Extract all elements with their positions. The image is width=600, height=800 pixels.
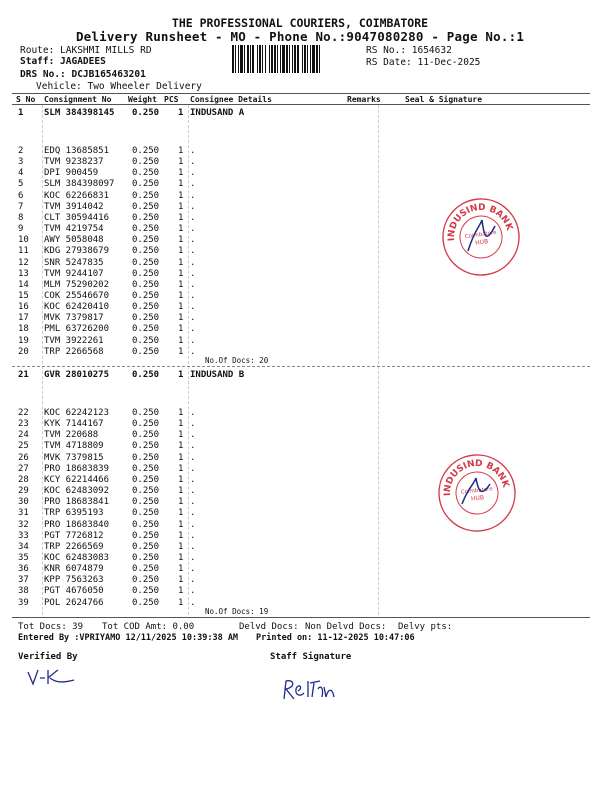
row-weight: 0.250 xyxy=(132,302,160,313)
row-consignee: . xyxy=(190,519,196,530)
row-weight: 0.250 xyxy=(132,279,160,290)
col-consignment: Consignment No xyxy=(44,95,112,104)
row-consignment: KNR 6074879 xyxy=(44,564,104,575)
row-pcs: 1 xyxy=(178,541,184,552)
drs-number: DRS No.: DCJB165463201 xyxy=(20,69,146,80)
row-weight: 0.250 xyxy=(132,474,160,485)
row-consignee: . xyxy=(190,564,196,575)
vehicle-label: Vehicle: Two Wheeler Delivery xyxy=(36,81,202,92)
row-pcs: 1 xyxy=(178,497,184,508)
row-consignment: KOC 62420410 xyxy=(44,302,110,313)
staff-signature xyxy=(280,675,340,705)
row-consignee: . xyxy=(190,290,196,301)
row-consignment: CLT 30594416 xyxy=(44,212,110,223)
route-label: Route: LAKSHMI MILLS RD xyxy=(20,45,152,56)
row-pcs: 1 xyxy=(178,190,184,201)
row-pcs: 1 xyxy=(178,313,184,324)
row-sno: 23 xyxy=(18,419,29,430)
row-sno: 24 xyxy=(18,430,29,441)
row-weight: 0.250 xyxy=(132,313,160,324)
row-consignee: . xyxy=(190,268,196,279)
table-row xyxy=(0,146,600,157)
row-consignment: TVM 9238237 xyxy=(44,157,104,168)
header-top-rule xyxy=(12,93,590,94)
rs-number: RS No.: 1654632 xyxy=(366,45,452,56)
row-consignment: KYK 7144167 xyxy=(44,419,104,430)
row-weight: 0.250 xyxy=(132,201,160,212)
row-sno: 36 xyxy=(18,564,29,575)
table-row xyxy=(0,598,600,609)
row-consignee: . xyxy=(190,452,196,463)
row-consignee: . xyxy=(190,552,196,563)
row-pcs: 1 xyxy=(178,564,184,575)
row-sno: 6 xyxy=(18,190,24,201)
row-pcs: 1 xyxy=(178,235,184,246)
delivered-docs: Delvd Docs: xyxy=(239,622,299,632)
row-pcs: 1 xyxy=(178,179,184,190)
row-consignee: . xyxy=(190,246,196,257)
row-pcs: 1 xyxy=(178,108,184,118)
table-row xyxy=(0,313,600,324)
row-pcs: 1 xyxy=(178,370,184,380)
row-weight: 0.250 xyxy=(132,419,160,430)
row-pcs: 1 xyxy=(178,508,184,519)
row-consignee: . xyxy=(190,419,196,430)
table-row xyxy=(0,336,600,347)
row-consignment: TRP 2266568 xyxy=(44,346,104,357)
row-consignee: . xyxy=(190,224,196,235)
row-consignment: COK 25546670 xyxy=(44,290,110,301)
row-consignment: TVM 3922261 xyxy=(44,335,104,346)
row-sno: 9 xyxy=(18,224,24,235)
row-sno: 34 xyxy=(18,541,29,552)
row-sno: 35 xyxy=(18,552,29,563)
row-consignee: . xyxy=(190,335,196,346)
row-weight: 0.250 xyxy=(132,370,160,380)
row-weight: 0.250 xyxy=(132,335,160,346)
total-docs: Tot Docs: 39 xyxy=(18,622,84,632)
col-sno: S No xyxy=(16,95,36,104)
row-consignee: . xyxy=(190,235,196,246)
row-consignee: . xyxy=(190,430,196,441)
row-sno: 18 xyxy=(18,324,29,335)
delivery-points: Delvy pts: xyxy=(398,622,453,632)
row-sno: 2 xyxy=(18,146,24,156)
row-sno: 29 xyxy=(18,486,29,497)
row-consignment: PRO 18683839 xyxy=(44,463,110,474)
row-weight: 0.250 xyxy=(132,268,160,279)
row-consignee: . xyxy=(190,541,196,552)
row-consignment: KOC 62242123 xyxy=(44,408,110,418)
row-weight: 0.250 xyxy=(132,441,160,452)
row-consignee: . xyxy=(190,157,196,168)
row-pcs: 1 xyxy=(178,212,184,223)
row-consignee: . xyxy=(190,302,196,313)
row-weight: 0.250 xyxy=(132,541,160,552)
row-consignment: PML 63726200 xyxy=(44,324,110,335)
stamp-ring-text: INDUSIND BANK xyxy=(442,458,511,497)
stamp-ring-text: INDUSIND BANK xyxy=(446,202,515,242)
row-sno: 28 xyxy=(18,474,29,485)
staff-label: Staff: JAGADEES xyxy=(20,56,106,67)
row-weight: 0.250 xyxy=(132,190,160,201)
row-pcs: 1 xyxy=(178,441,184,452)
row-consignment: TRP 6395193 xyxy=(44,508,104,519)
row-consignee: . xyxy=(190,408,196,418)
row-consignee: . xyxy=(190,508,196,519)
table-row xyxy=(0,370,600,381)
row-pcs: 1 xyxy=(178,419,184,430)
row-sno: 16 xyxy=(18,302,29,313)
row-pcs: 1 xyxy=(178,430,184,441)
row-weight: 0.250 xyxy=(132,146,160,156)
table-row xyxy=(0,291,600,302)
row-consignment: DPI 900459 xyxy=(44,168,99,179)
row-consignee: . xyxy=(190,201,196,212)
row-sno: 3 xyxy=(18,157,24,168)
table-row xyxy=(0,586,600,597)
row-consignee: . xyxy=(190,597,196,608)
row-consignment: KOC 62266831 xyxy=(44,190,110,201)
row-consignment: PGT 7726812 xyxy=(44,530,104,541)
row-sno: 21 xyxy=(18,370,29,380)
row-consignment: KCY 62214466 xyxy=(44,474,110,485)
col-weight: Weight xyxy=(128,95,157,104)
table-bottom-rule xyxy=(12,617,590,618)
row-pcs: 1 xyxy=(178,463,184,474)
row-consignment: PRO 18683840 xyxy=(44,519,110,530)
row-consignee: . xyxy=(190,212,196,223)
row-consignment: AWY 5058048 xyxy=(44,235,104,246)
bank-stamp xyxy=(440,196,522,278)
row-consignment: POL 2624766 xyxy=(44,597,104,608)
row-pcs: 1 xyxy=(178,335,184,346)
row-sno: 17 xyxy=(18,313,29,324)
table-row xyxy=(0,179,600,190)
row-weight: 0.250 xyxy=(132,452,160,463)
barcode xyxy=(232,45,360,73)
row-consignment: GVR 28010275 xyxy=(44,370,110,380)
row-pcs: 1 xyxy=(178,201,184,212)
row-sno: 33 xyxy=(18,530,29,541)
row-sno: 8 xyxy=(18,212,24,223)
row-consignee: . xyxy=(190,179,196,190)
table-row xyxy=(0,157,600,168)
row-consignee: . xyxy=(190,168,196,179)
col-consignee-details: Consignee Details xyxy=(190,95,272,104)
row-weight: 0.250 xyxy=(132,463,160,474)
row-pcs: 1 xyxy=(178,146,184,156)
row-weight: 0.250 xyxy=(132,324,160,335)
row-pcs: 1 xyxy=(178,452,184,463)
row-sno: 19 xyxy=(18,335,29,346)
verifier-signature xyxy=(26,666,86,690)
table-row xyxy=(0,408,600,419)
row-pcs: 1 xyxy=(178,268,184,279)
row-weight: 0.250 xyxy=(132,508,160,519)
row-consignment: PGT 4676050 xyxy=(44,586,104,597)
row-pcs: 1 xyxy=(178,552,184,563)
table-row xyxy=(0,564,600,575)
row-consignee: . xyxy=(190,586,196,597)
verified-by-label: Verified By xyxy=(18,652,78,662)
row-pcs: 1 xyxy=(178,586,184,597)
row-consignment: MLM 75290202 xyxy=(44,279,110,290)
row-weight: 0.250 xyxy=(132,179,160,190)
row-sno: 32 xyxy=(18,519,29,530)
group2-doc-count: No.Of Docs: 19 xyxy=(205,607,269,616)
row-consignee: . xyxy=(190,257,196,268)
table-row xyxy=(0,419,600,430)
row-consignee: . xyxy=(190,497,196,508)
row-consignment: KPP 7563263 xyxy=(44,575,104,586)
row-consignment: MVK 7379817 xyxy=(44,313,104,324)
row-consignment: PRO 18683841 xyxy=(44,497,110,508)
runsheet-title: Delivery Runsheet - MO - Phone No.:9047080280 - Page No.:1 xyxy=(75,29,525,44)
row-sno: 22 xyxy=(18,408,29,418)
group1-doc-count: No.Of Docs: 20 xyxy=(205,356,269,365)
row-pcs: 1 xyxy=(178,324,184,335)
row-weight: 0.250 xyxy=(132,575,160,586)
bank-stamp xyxy=(436,452,518,534)
row-pcs: 1 xyxy=(178,246,184,257)
row-consignee: INDUSAND B xyxy=(190,370,245,380)
row-sno: 7 xyxy=(18,201,24,212)
row-consignee: . xyxy=(190,279,196,290)
row-pcs: 1 xyxy=(178,157,184,168)
row-sno: 10 xyxy=(18,235,29,246)
row-consignment: TVM 3914042 xyxy=(44,201,104,212)
row-weight: 0.250 xyxy=(132,235,160,246)
row-weight: 0.250 xyxy=(132,290,160,301)
table-row xyxy=(0,430,600,441)
row-consignee: . xyxy=(190,324,196,335)
table-row xyxy=(0,280,600,291)
table-row xyxy=(0,168,600,179)
row-weight: 0.250 xyxy=(132,530,160,541)
row-consignee: . xyxy=(190,530,196,541)
row-pcs: 1 xyxy=(178,290,184,301)
row-pcs: 1 xyxy=(178,575,184,586)
row-weight: 0.250 xyxy=(132,246,160,257)
row-consignment: KOC 62483083 xyxy=(44,552,110,563)
row-consignee: . xyxy=(190,486,196,497)
company-name: THE PROFESSIONAL COURIERS, COIMBATORE xyxy=(171,16,429,30)
row-sno: 39 xyxy=(18,597,29,608)
col-seal-signature: Seal & Signature xyxy=(405,95,483,104)
row-consignee: . xyxy=(190,190,196,201)
row-consignment: KDG 27938679 xyxy=(44,246,110,257)
col-remarks: Remarks xyxy=(347,95,381,104)
row-sno: 25 xyxy=(18,441,29,452)
row-sno: 31 xyxy=(18,508,29,519)
table-row xyxy=(0,324,600,335)
printed-on: Printed on: 11-12-2025 10:47:06 xyxy=(256,633,415,643)
row-sno: 26 xyxy=(18,452,29,463)
row-pcs: 1 xyxy=(178,530,184,541)
row-consignment: SLM 384398097 xyxy=(44,179,115,190)
row-consignment: TVM 4219754 xyxy=(44,224,104,235)
row-consignee: . xyxy=(190,346,196,357)
row-pcs: 1 xyxy=(178,519,184,530)
entered-by: Entered By :VPRIYAMO 12/11/2025 10:39:38 AM xyxy=(18,633,239,643)
row-weight: 0.250 xyxy=(132,157,160,168)
rs-date: RS Date: 11-Dec-2025 xyxy=(366,57,481,68)
row-consignment: MVK 7379815 xyxy=(44,452,104,463)
row-consignment: EDQ 13685851 xyxy=(44,146,110,156)
row-pcs: 1 xyxy=(178,279,184,290)
group-divider xyxy=(12,366,590,367)
row-pcs: 1 xyxy=(178,168,184,179)
row-consignee: . xyxy=(190,441,196,452)
row-consignee: INDUSAND A xyxy=(190,108,245,118)
row-sno: 1 xyxy=(18,108,24,118)
row-pcs: 1 xyxy=(178,224,184,235)
row-pcs: 1 xyxy=(178,257,184,268)
row-weight: 0.250 xyxy=(132,430,160,441)
row-consignment: TRP 2266569 xyxy=(44,541,104,552)
row-sno: 5 xyxy=(18,179,24,190)
row-weight: 0.250 xyxy=(132,408,160,418)
row-pcs: 1 xyxy=(178,486,184,497)
table-row xyxy=(0,347,600,358)
row-pcs: 1 xyxy=(178,474,184,485)
row-weight: 0.250 xyxy=(132,597,160,608)
row-weight: 0.250 xyxy=(132,552,160,563)
col-pcs: PCS xyxy=(164,95,179,104)
row-sno: 12 xyxy=(18,257,29,268)
row-sno: 30 xyxy=(18,497,29,508)
non-delivered-docs: Non Delvd Docs: xyxy=(305,622,387,632)
staff-signature-label: Staff Signature xyxy=(270,652,352,662)
row-weight: 0.250 xyxy=(132,564,160,575)
stamp-center-text: HUB xyxy=(474,238,489,247)
row-weight: 0.250 xyxy=(132,497,160,508)
row-consignment: KOC 62483092 xyxy=(44,486,110,497)
row-sno: 27 xyxy=(18,463,29,474)
row-pcs: 1 xyxy=(178,408,184,418)
stamp-mark-text: Coimbatore xyxy=(460,486,494,496)
row-consignment: SLM 384398145 xyxy=(44,108,115,118)
row-sno: 11 xyxy=(18,246,29,257)
row-weight: 0.250 xyxy=(132,346,160,357)
row-weight: 0.250 xyxy=(132,519,160,530)
row-sno: 14 xyxy=(18,279,29,290)
row-pcs: 1 xyxy=(178,302,184,313)
table-row xyxy=(0,553,600,564)
row-weight: 0.250 xyxy=(132,257,160,268)
total-cod-amount: Tot COD Amt: 0.00 xyxy=(102,622,195,632)
stamp-mark-text: Coimbatore xyxy=(464,229,497,241)
row-sno: 37 xyxy=(18,575,29,586)
table-row xyxy=(0,108,600,119)
row-consignee: . xyxy=(190,474,196,485)
row-weight: 0.250 xyxy=(132,212,160,223)
stamp-center-text: HUB xyxy=(470,494,485,503)
row-consignment: SNR 5247835 xyxy=(44,257,104,268)
row-pcs: 1 xyxy=(178,597,184,608)
row-consignee: . xyxy=(190,463,196,474)
row-weight: 0.250 xyxy=(132,108,160,118)
row-sno: 4 xyxy=(18,168,24,179)
row-weight: 0.250 xyxy=(132,168,160,179)
row-consignment: TVM 220688 xyxy=(44,430,99,441)
row-weight: 0.250 xyxy=(132,224,160,235)
table-row xyxy=(0,542,600,553)
row-weight: 0.250 xyxy=(132,486,160,497)
row-sno: 38 xyxy=(18,586,29,597)
table-row xyxy=(0,302,600,313)
row-sno: 13 xyxy=(18,268,29,279)
row-sno: 15 xyxy=(18,290,29,301)
row-consignee: . xyxy=(190,575,196,586)
row-pcs: 1 xyxy=(178,346,184,357)
row-consignment: TVM 4718809 xyxy=(44,441,104,452)
table-row xyxy=(0,575,600,586)
row-weight: 0.250 xyxy=(132,586,160,597)
header-bottom-rule xyxy=(12,104,590,105)
row-consignee: . xyxy=(190,313,196,324)
table-row xyxy=(0,441,600,452)
row-consignment: TVM 9244107 xyxy=(44,268,104,279)
row-sno: 20 xyxy=(18,346,29,357)
row-consignee: . xyxy=(190,146,196,156)
